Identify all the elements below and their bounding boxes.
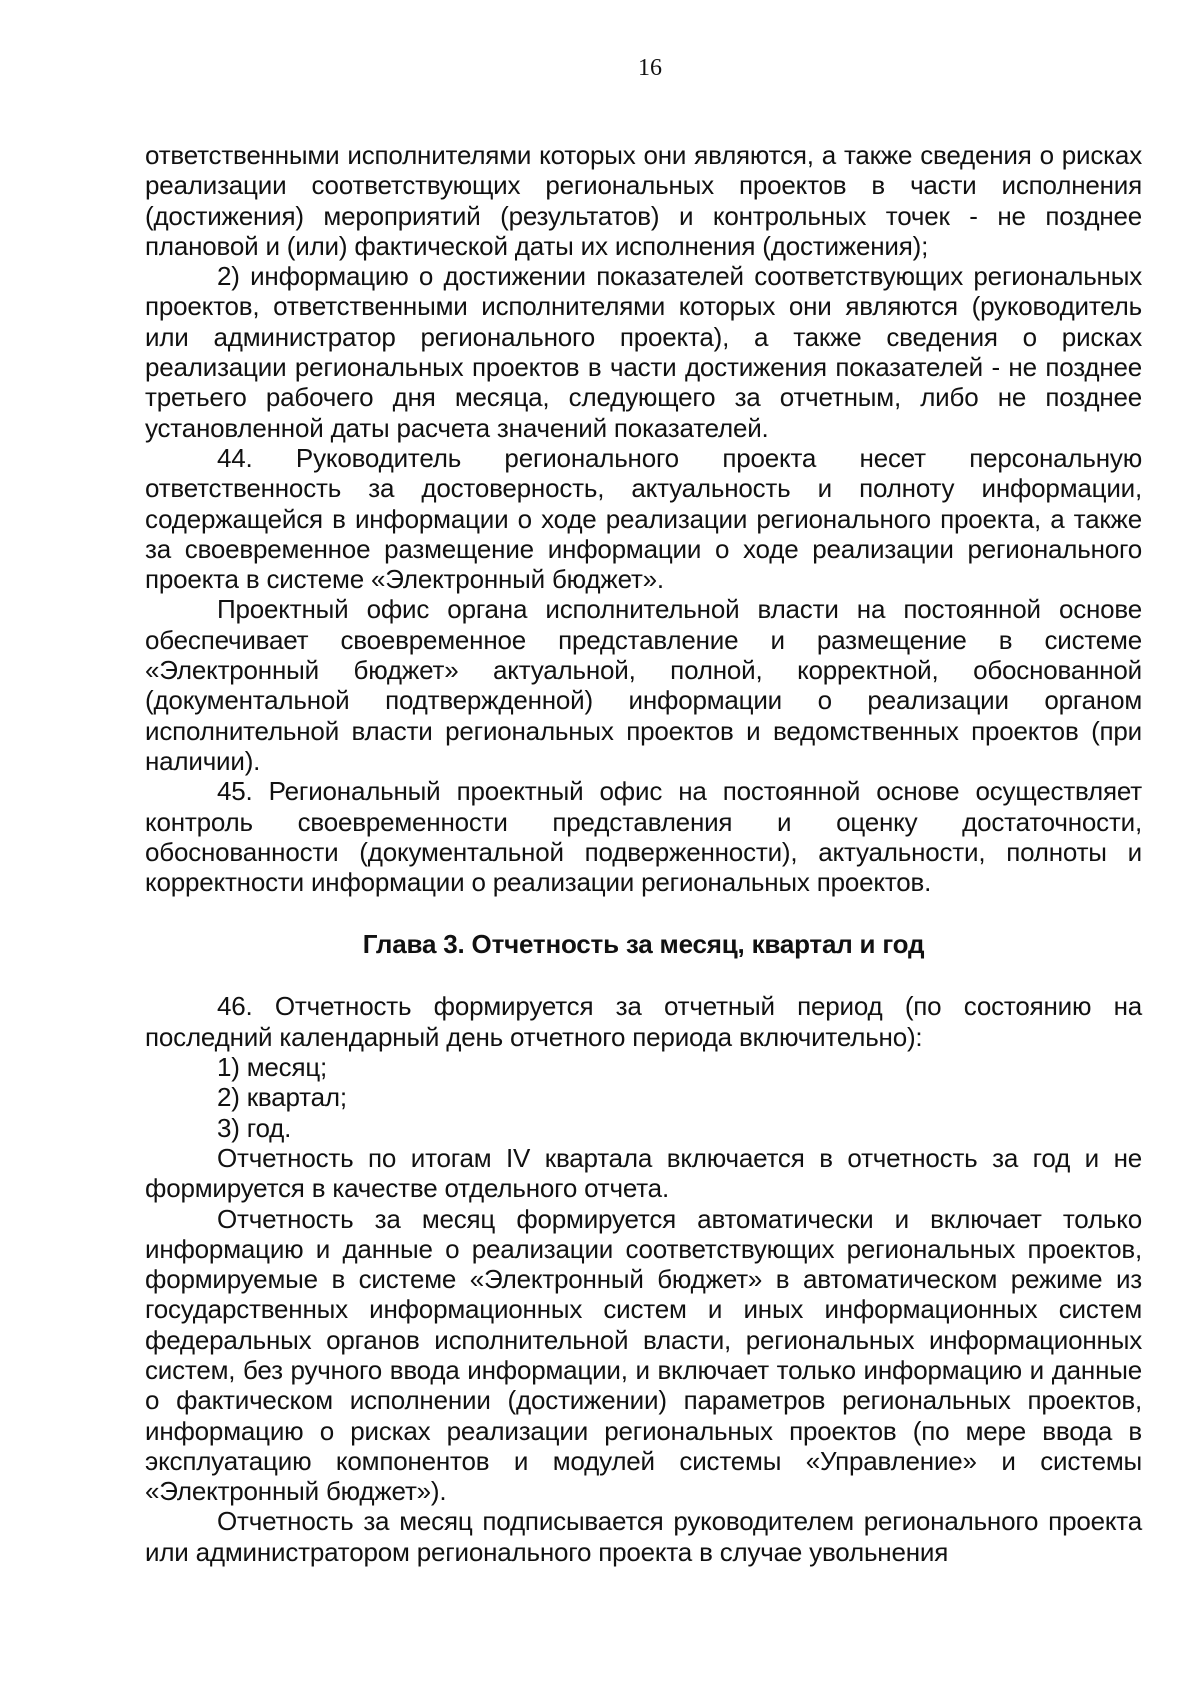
paragraph-item-2: 2) информацию о достижении показателей соответствующих региональных проектов, ответственными исполнителями которых они являются (руководитель или администратор регионального проекта), а также сведения о рисках реализации региональных проектов в части достижения показателей - не позднее третьего рабочего дня месяца, следующего за отчетным, либо не позднее установленной даты расчета значений показателей. <box>145 261 1142 443</box>
paragraph-project-office: Проектный офис органа исполнительной власти на постоянной основе обеспечивает своевременное представление и размещение в системе «Электронный бюджет» актуальной, полной, корректной, обоснованной (документальной подтвержденной) информации о реализации органом исполнительной власти региональных проектов и ведомственных проектов (при наличии). <box>145 594 1142 776</box>
list-item-year: 3) год. <box>217 1112 292 1143</box>
list-item-quarter: 2) квартал; <box>217 1082 347 1113</box>
page-number: 16 <box>638 55 662 81</box>
chapter-heading: Глава 3. Отчетность за месяц, квартал и год <box>362 929 925 960</box>
list-item-month: 1) месяц; <box>217 1052 328 1083</box>
paragraph-46: 46. Отчетность формируется за отчетный период (по состоянию на последний календарный день отчетного периода включительно): <box>145 991 1142 1052</box>
paragraph-continuation: ответственными исполнителями которых они являются, а также сведения о рисках реализации соответствующих региональных проектов в части исполнения (достижения) мероприятий (результатов) и контрольных точек - не позднее плановой и (или) фактической даты их исполнения (достижения); <box>145 140 1142 261</box>
paragraph-monthly-report: Отчетность за месяц формируется автоматически и включает только информацию и данные о реализации соответствующих региональных проектов, формируемые в системе «Электронный бюджет» в автоматическом режиме из государственных информационных систем и иных информационных систем федеральных органов исполнительной власти, региональных информационных систем, без ручного ввода информации, и включает только информацию и данные о фактическом исполнении (достижении) параметров региональных проектов, информацию о рисках реализации региональных проектов (по мере ввода в эксплуатацию компонентов и модулей системы «Управление» и системы «Электронный бюджет»). <box>145 1203 1142 1507</box>
document-body <box>145 140 1142 1567</box>
paragraph-q4-report: Отчетность по итогам IV квартала включается в отчетность за год и не формируется в качестве отдельного отчета. <box>145 1142 1142 1204</box>
paragraph-45: 45. Региональный проектный офис на постоянной основе осуществляет контроль своевременности представления и оценку достаточности, обоснованности (документальной подверженности), актуальности, полноты и корректности информации о реализации региональных проектов. <box>145 776 1142 898</box>
paragraph-monthly-signing: Отчетность за месяц подписывается руководителем регионального проекта или администратором регионального проекта в случае увольнения <box>145 1506 1142 1567</box>
paragraph-44: 44. Руководитель регионального проекта несет персональную ответственность за достоверность, актуальность и полноту информации, содержащейся в информации о ходе реализации регионального проекта, а также за своевременное размещение информации о ходе реализации регионального проекта в системе «Электронный бюджет». <box>145 442 1142 595</box>
